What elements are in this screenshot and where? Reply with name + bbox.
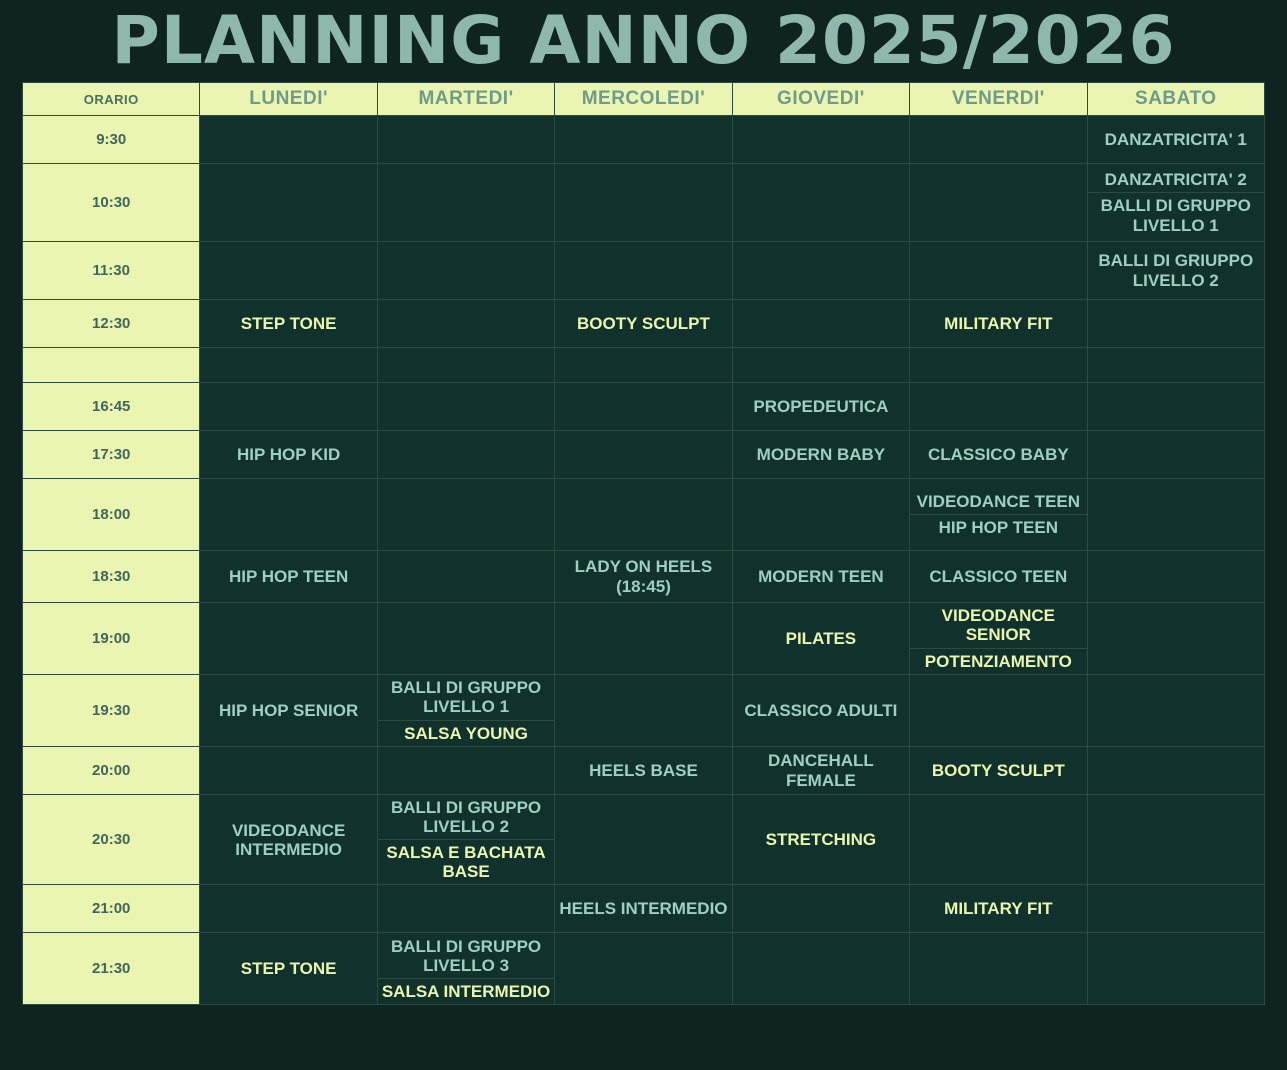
class-slot: [555, 603, 732, 675]
class-slot: [1087, 603, 1264, 675]
class-slot-item: HIP HOP TEEN: [910, 515, 1086, 541]
class-slot: DANZATRICITA' 1: [1087, 116, 1264, 164]
class-slot: [732, 300, 909, 348]
class-slot: [732, 479, 909, 551]
table-row: [23, 431, 1265, 479]
column-header-sabato: SABATO: [1087, 83, 1264, 116]
class-slot: STEP TONE: [200, 300, 377, 348]
class-slot: [1087, 675, 1264, 747]
table-row: [23, 675, 1265, 747]
time-label: 16:45: [23, 383, 200, 431]
class-slot: BOOTY SCULPT: [555, 300, 732, 348]
class-slot: [910, 164, 1087, 242]
class-slot: [377, 383, 554, 431]
time-label: [23, 348, 200, 383]
time-label: 12:30: [23, 300, 200, 348]
class-slot: STEP TONE: [200, 933, 377, 1005]
schedule-body: [23, 116, 1265, 1005]
class-slot: [377, 603, 554, 675]
class-slot: PILATES: [732, 603, 909, 675]
class-slot: [732, 348, 909, 383]
class-slot: [910, 116, 1087, 164]
time-label: 11:30: [23, 242, 200, 300]
time-label: 21:30: [23, 933, 200, 1005]
column-header-orario: ORARIO: [23, 83, 200, 116]
class-slot: [377, 348, 554, 383]
table-row: [23, 116, 1265, 164]
class-slot: [200, 242, 377, 300]
split-slot-group: [910, 603, 1086, 673]
class-slot: [910, 242, 1087, 300]
class-slot: DANCEHALL FEMALE: [732, 747, 909, 795]
class-slot-item: SALSA INTERMEDIO: [378, 978, 554, 1004]
class-slot: [555, 242, 732, 300]
class-slot: [910, 933, 1087, 1005]
class-slot: [200, 116, 377, 164]
class-slot: [200, 348, 377, 383]
class-slot: MODERN BABY: [732, 431, 909, 479]
time-label: 21:00: [23, 885, 200, 933]
class-slot: [732, 242, 909, 300]
page-title-bar: [0, 0, 1287, 82]
class-slot: [1087, 479, 1264, 551]
table-row: [23, 164, 1265, 242]
table-row: [23, 300, 1265, 348]
class-slot: [377, 242, 554, 300]
column-header-lunedi: LUNEDI': [200, 83, 377, 116]
class-slot: [732, 885, 909, 933]
class-slot: [200, 885, 377, 933]
class-slot: [1087, 933, 1264, 1005]
time-label: 18:00: [23, 479, 200, 551]
class-slot: MODERN TEEN: [732, 551, 909, 603]
table-row: [23, 747, 1265, 795]
class-slot: [1087, 348, 1264, 383]
class-slot: CLASSICO BABY: [910, 431, 1087, 479]
column-header-venerdi: VENERDI': [910, 83, 1087, 116]
class-slot: [377, 551, 554, 603]
split-slot-group: [1088, 167, 1264, 237]
class-slot: HIP HOP TEEN: [200, 551, 377, 603]
class-slot-item: SALSA E BACHATA BASE: [378, 840, 554, 885]
page-title: PLANNING ANNO 2025/2026: [111, 2, 1176, 79]
class-slot: [377, 747, 554, 795]
split-slot-group: [910, 489, 1086, 540]
class-slot: [555, 116, 732, 164]
time-label: 20:00: [23, 747, 200, 795]
class-slot: [377, 933, 554, 1005]
class-slot: [1087, 164, 1264, 242]
table-row: [23, 933, 1265, 1005]
split-slot-group: [378, 934, 554, 1004]
class-slot: [200, 164, 377, 242]
class-slot: [377, 885, 554, 933]
class-slot: [910, 603, 1087, 675]
schedule-table: [22, 82, 1265, 1005]
class-slot: [377, 164, 554, 242]
class-slot-item: BALLI DI GRUPPO LIVELLO 3: [378, 934, 554, 979]
class-slot: [555, 348, 732, 383]
class-slot-item: BALLI DI GRUPPO LIVELLO 1: [1088, 193, 1264, 238]
class-slot: [200, 479, 377, 551]
time-label: 10:30: [23, 164, 200, 242]
class-slot: HIP HOP KID: [200, 431, 377, 479]
class-slot: [910, 479, 1087, 551]
time-label: 20:30: [23, 795, 200, 885]
class-slot: MILITARY FIT: [910, 300, 1087, 348]
class-slot-item: VIDEODANCE TEEN: [910, 489, 1086, 515]
class-slot-item: DANZATRICITA' 2: [1088, 167, 1264, 193]
class-slot: [555, 164, 732, 242]
class-slot: [555, 479, 732, 551]
class-slot: [1087, 795, 1264, 885]
class-slot: [200, 747, 377, 795]
class-slot: [1087, 300, 1264, 348]
column-header-martedi: MARTEDI': [377, 83, 554, 116]
class-slot: [1087, 431, 1264, 479]
time-label: 19:30: [23, 675, 200, 747]
class-slot-item: SALSA YOUNG: [378, 720, 554, 746]
table-row: [23, 551, 1265, 603]
class-slot-item: BALLI DI GRUPPO LIVELLO 1: [378, 675, 554, 720]
class-slot: STRETCHING: [732, 795, 909, 885]
class-slot: [555, 383, 732, 431]
class-slot: [732, 164, 909, 242]
time-label: 17:30: [23, 431, 200, 479]
class-slot: CLASSICO TEEN: [910, 551, 1087, 603]
table-row: [23, 885, 1265, 933]
table-row: [23, 383, 1265, 431]
table-row: [23, 603, 1265, 675]
class-slot: [555, 933, 732, 1005]
class-slot: [377, 795, 554, 885]
split-slot-group: [378, 795, 554, 884]
class-slot: [200, 383, 377, 431]
class-slot: [200, 603, 377, 675]
class-slot: CLASSICO ADULTI: [732, 675, 909, 747]
class-slot: [732, 116, 909, 164]
table-row: [23, 348, 1265, 383]
class-slot: HEELS INTERMEDIO: [555, 885, 732, 933]
time-label: 18:30: [23, 551, 200, 603]
class-slot-item: BALLI DI GRUPPO LIVELLO 2: [378, 795, 554, 840]
table-header-row: [23, 83, 1265, 116]
time-label: 19:00: [23, 603, 200, 675]
class-slot: [377, 479, 554, 551]
class-slot: VIDEODANCE INTERMEDIO: [200, 795, 377, 885]
class-slot: [910, 383, 1087, 431]
split-slot-group: [378, 675, 554, 745]
class-slot: [910, 675, 1087, 747]
column-header-mercoledi: MERCOLEDI': [555, 83, 732, 116]
class-slot: BOOTY SCULPT: [910, 747, 1087, 795]
class-slot: [732, 933, 909, 1005]
class-slot: [1087, 885, 1264, 933]
class-slot: [555, 675, 732, 747]
table-row: [23, 479, 1265, 551]
class-slot: [1087, 551, 1264, 603]
column-header-giovedi: GIOVEDI': [732, 83, 909, 116]
class-slot: PROPEDEUTICA: [732, 383, 909, 431]
class-slot: BALLI DI GRIUPPO LIVELLO 2: [1087, 242, 1264, 300]
class-slot: [377, 431, 554, 479]
class-slot: HEELS BASE: [555, 747, 732, 795]
class-slot: [1087, 383, 1264, 431]
class-slot: [910, 348, 1087, 383]
class-slot: [377, 116, 554, 164]
class-slot: [910, 795, 1087, 885]
table-row: [23, 795, 1265, 885]
class-slot: [377, 675, 554, 747]
class-slot: LADY ON HEELS (18:45): [555, 551, 732, 603]
table-row: [23, 242, 1265, 300]
class-slot: [377, 300, 554, 348]
time-label: 9:30: [23, 116, 200, 164]
class-slot: [1087, 747, 1264, 795]
class-slot-item: POTENZIAMENTO: [910, 648, 1086, 674]
class-slot: HIP HOP SENIOR: [200, 675, 377, 747]
class-slot: [555, 795, 732, 885]
class-slot: [555, 431, 732, 479]
class-slot-item: VIDEODANCE SENIOR: [910, 603, 1086, 648]
class-slot: MILITARY FIT: [910, 885, 1087, 933]
